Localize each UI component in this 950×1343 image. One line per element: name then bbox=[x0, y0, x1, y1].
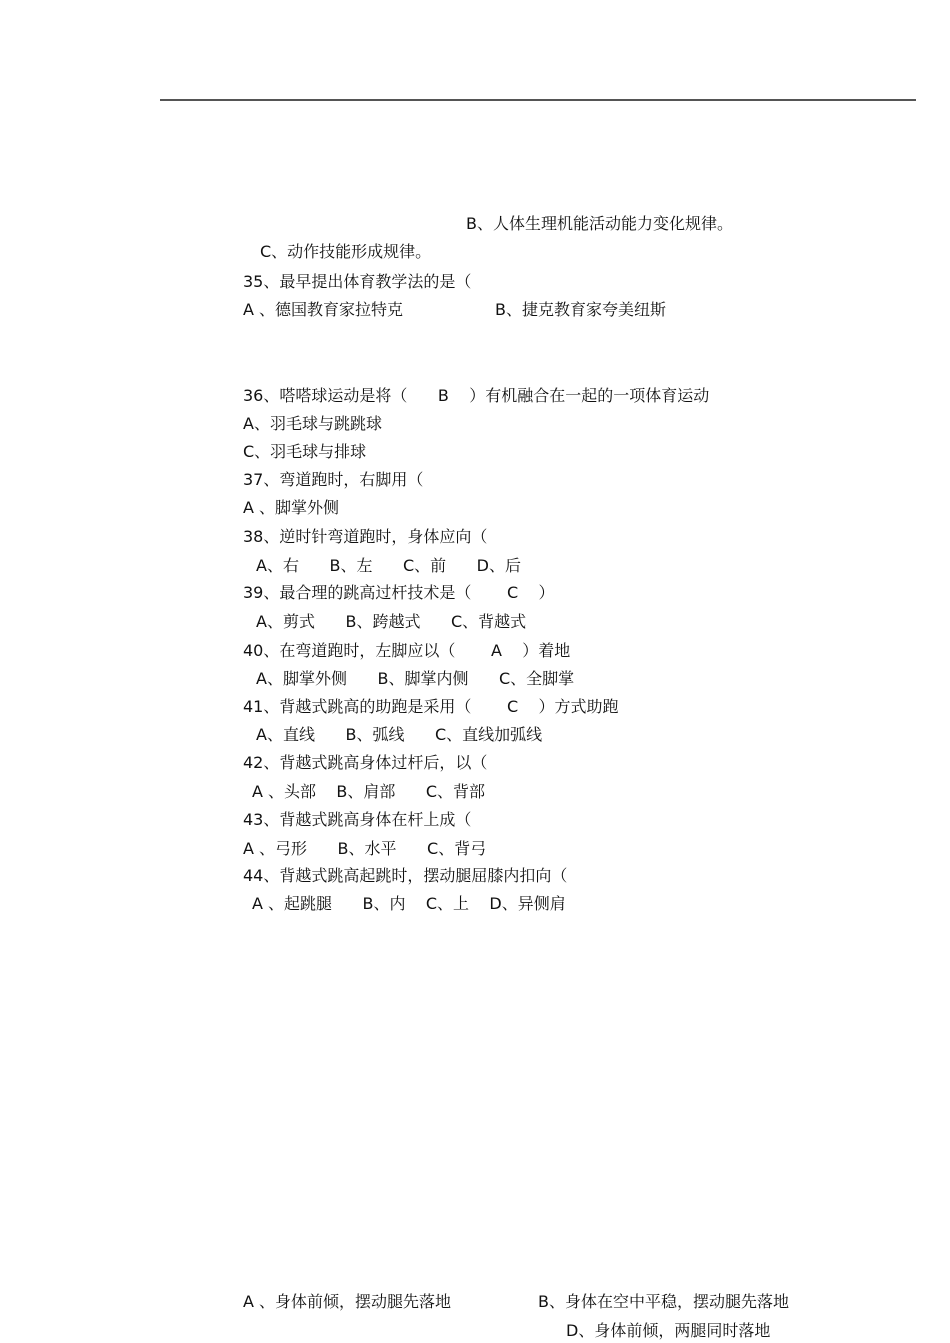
question-35-option-a: A 、德国教育家拉特克 bbox=[243, 300, 404, 319]
question-39-options: A、剪式 B、跨越式 C、背越式 bbox=[256, 612, 527, 631]
option-b-line: B、人体生理机能活动能力变化规律。 bbox=[466, 214, 733, 233]
question-44: 44、背越式跳高起跳时，摆动腿屈膝内扣向（ bbox=[243, 866, 568, 885]
question-43-options: A 、弓形 B、水平 C、背弓 bbox=[243, 839, 487, 858]
question-39: 39、最合理的跳高过杆技术是（ C ） bbox=[243, 583, 555, 602]
bottom-option-d: D、身体前倾，两腿同时落地 bbox=[566, 1321, 771, 1340]
question-37: 37、弯道跑时，右脚用（ bbox=[243, 470, 424, 489]
question-42-options: A 、头部 B、肩部 C、背部 bbox=[252, 782, 486, 801]
question-35: 35、最早提出体育教学法的是（ bbox=[243, 272, 472, 291]
question-41-options: A、直线 B、弧线 C、直线加弧线 bbox=[256, 725, 543, 744]
question-40: 40、在弯道跑时，左脚应以（ A ）着地 bbox=[243, 641, 571, 660]
question-38-options: A、右 B、左 C、前 D、后 bbox=[256, 556, 521, 575]
question-36-option-a: A、羽毛球与跳跳球 bbox=[243, 414, 382, 433]
header-rule bbox=[160, 99, 916, 101]
question-42: 42、背越式跳高身体过杆后，以（ bbox=[243, 753, 488, 772]
question-41: 41、背越式跳高的助跑是采用（ C ）方式助跑 bbox=[243, 697, 619, 716]
bottom-option-b: B、身体在空中平稳，摆动腿先落地 bbox=[538, 1292, 789, 1311]
question-40-options: A、脚掌外侧 B、脚掌内侧 C、全脚掌 bbox=[256, 669, 575, 688]
option-c-line: C、动作技能形成规律。 bbox=[260, 242, 432, 261]
question-44-options: A 、起跳腿 B、内 C、上 D、异侧肩 bbox=[252, 894, 566, 913]
question-36: 36、嗒嗒球运动是将（ B ）有机融合在一起的一项体育运动 bbox=[243, 386, 710, 405]
question-35-option-b: B、捷克教育家夸美纽斯 bbox=[495, 300, 666, 319]
question-36-option-c: C、羽毛球与排球 bbox=[243, 442, 367, 461]
question-38: 38、逆时针弯道跑时，身体应向（ bbox=[243, 527, 488, 546]
bottom-option-a: A 、身体前倾，摆动腿先落地 bbox=[243, 1292, 452, 1311]
question-37-option-a: A 、脚掌外侧 bbox=[243, 498, 340, 517]
question-43: 43、背越式跳高身体在杆上成（ bbox=[243, 810, 472, 829]
